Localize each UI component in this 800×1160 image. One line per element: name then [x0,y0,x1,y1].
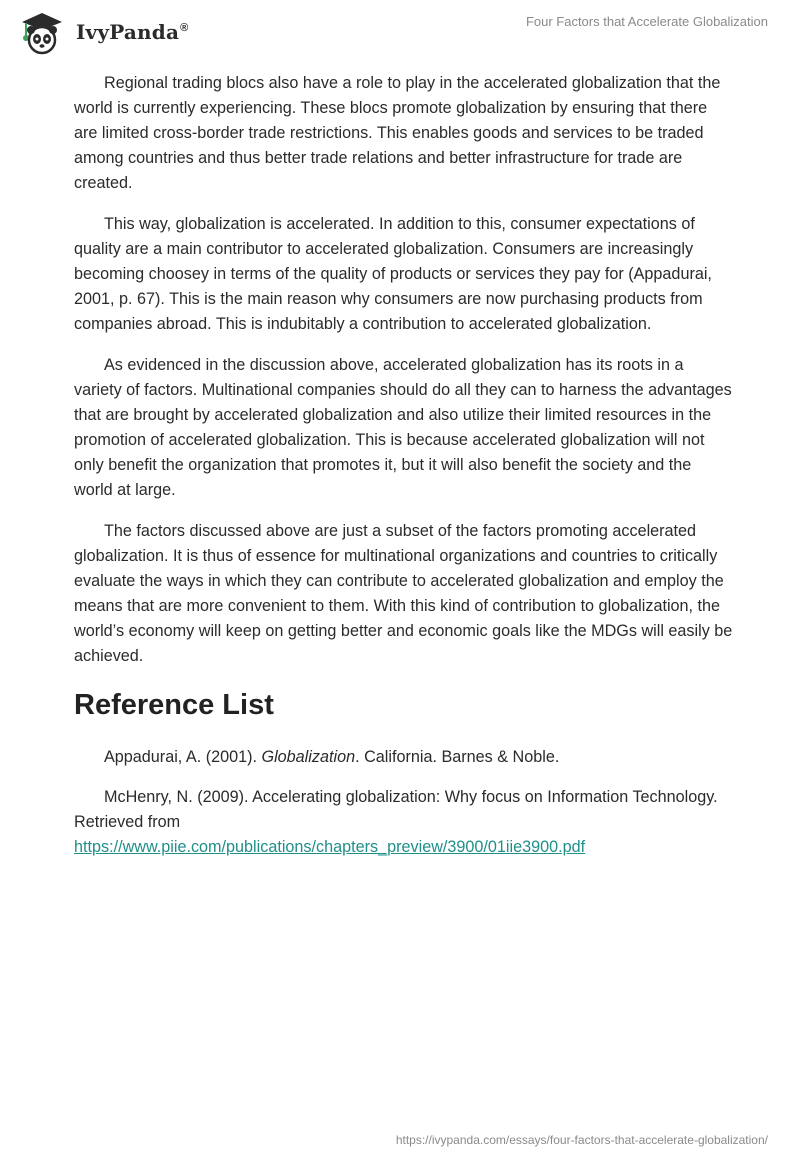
panda-graduate-icon [16,8,68,56]
reference-list-heading: Reference List [74,689,274,721]
paragraph: The factors discussed above are just a subset of the factors promoting accelerated globalization. It is thus of essence for multinational organizations and countries to critically evaluate the ways in which they can contribute to accelerated globalization and employ the means that are more convenient to them. With this kind of contribution to globalization, the world’s economy will keep on getting better and economic goals like the MDGs will easily be achieved. [74,522,733,665]
reference-link[interactable]: https://www.piie.com/publications/chapters_preview/3900/01iie3900.pdf [74,838,586,856]
document-title: Four Factors that Accelerate Globalization [525,14,768,29]
paragraph: This way, globalization is accelerated. In addition to this, consumer expectations of quality are a main contributor to accelerated globalization. Consumers are increasingly becoming choosey in terms of the quality of products or services they pay for (Appadurai, 2001, p. 67). This is the main reason why consumers are now purchasing products from companies abroad. This is indubitably a contribution to accelerated globalization. [74,215,712,333]
brand-name: IvyPanda® [76,20,189,44]
footer-url: https://ivypanda.com/essays/four-factors-that-accelerate-globalization/ [395,1133,768,1147]
reference-title: Globalization [261,748,356,766]
paragraph: Regional trading blocs also have a role to play in the accelerated globalization that the world is currently experiencing. These blocs promote globalization by ensuring that there are limited cross-border trade restrictions. This enables goods and services to be traded among countries and thus better trade relations and better infrastructure for trade are created. [74,74,721,192]
paragraph: As evidenced in the discussion above, accelerated globalization has its roots in a variety of factors. Multinational companies should do all they can to harness the advantages that are brought by accelerated globalization and also utilize their limited resources in the promotion of accelerated globalization. This is because accelerated globalization will not only benefit the organization that promotes it, but it will also benefit the society and the world at large. [74,356,732,499]
page-header [0,0,800,60]
reference-entry: McHenry, N. (2009). Accelerating globalization: Why focus on Information Technology. Retrieved from https://www.piie.com/publications/chapters_preview/3900/01iie3900.pdf [74,788,718,856]
essay-body [74,71,734,875]
ivypanda-logo[interactable] [16,8,196,56]
reference-entry: Appadurai, A. (2001). Globalization. California. Barnes & Noble. [104,748,560,766]
